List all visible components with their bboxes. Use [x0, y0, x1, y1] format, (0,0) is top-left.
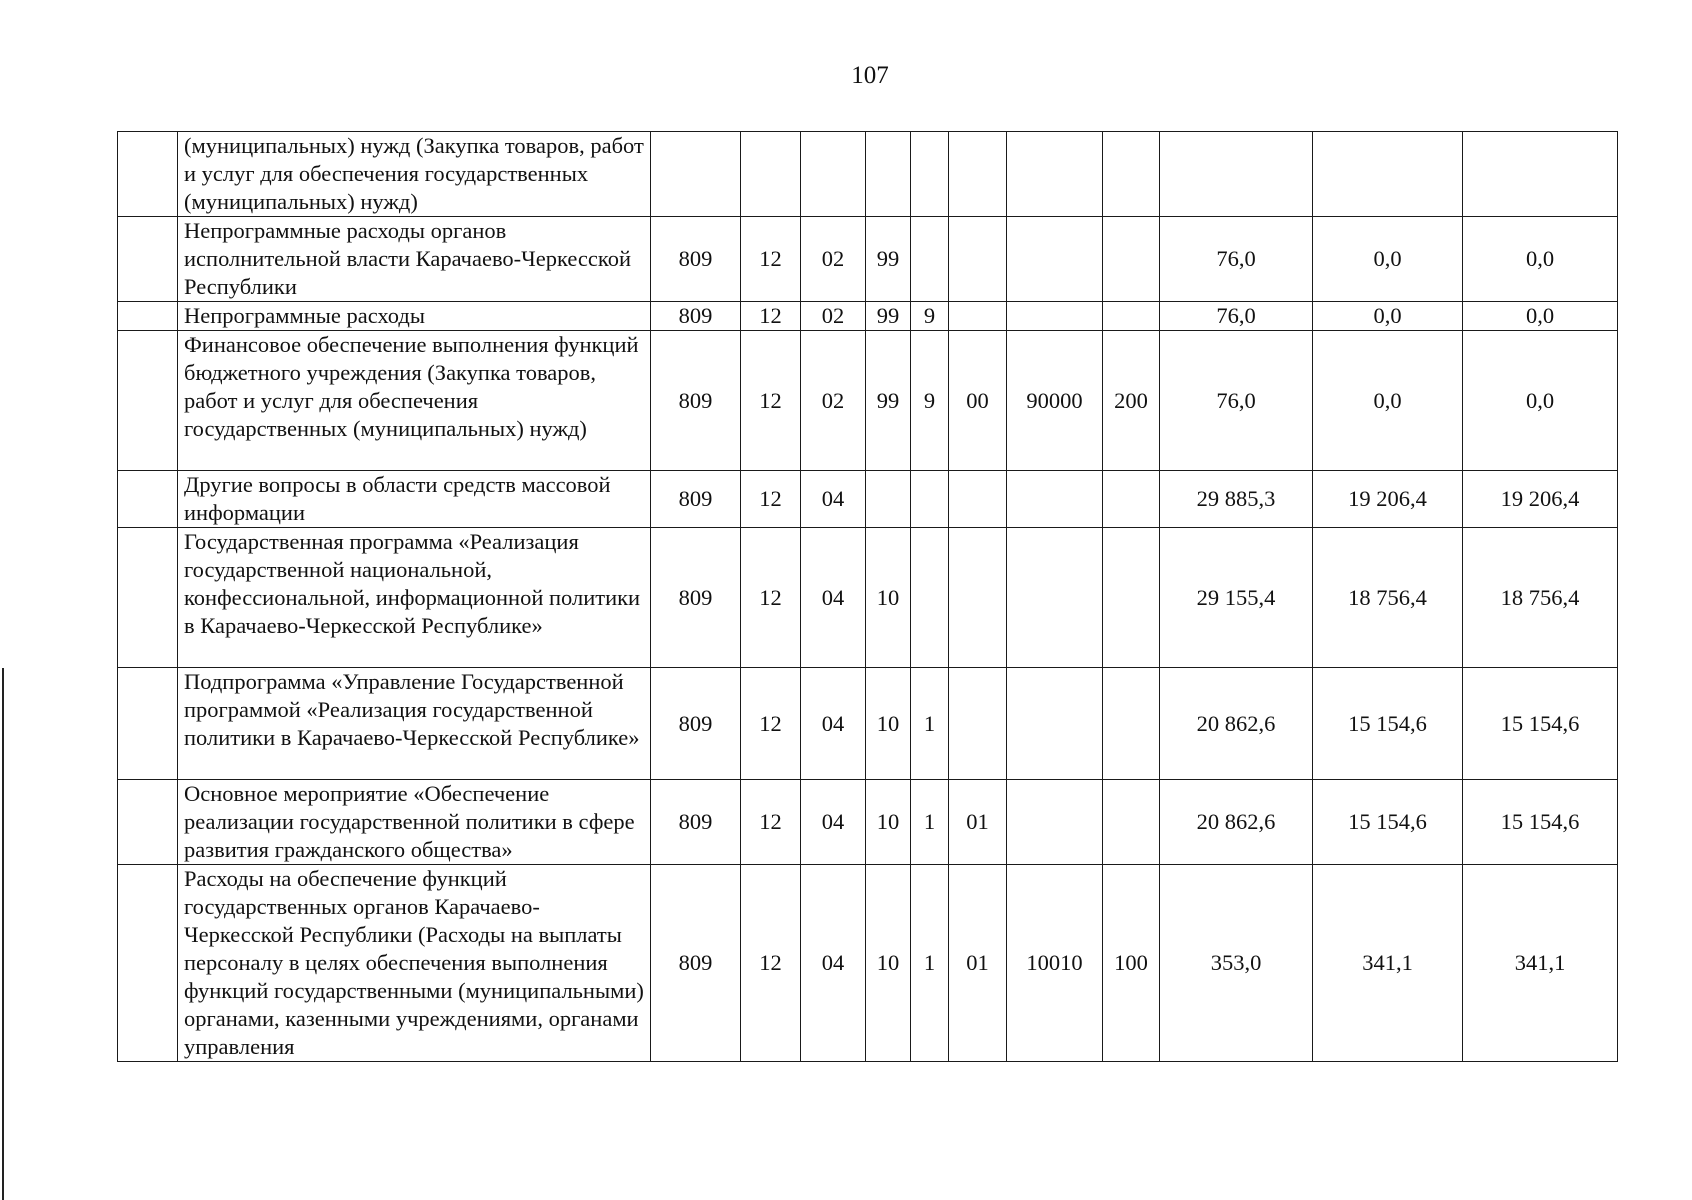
podrazdel-cell: 02: [801, 302, 866, 331]
row-number-cell: [118, 780, 178, 865]
vedomstvo-cell: 809: [651, 528, 741, 668]
program-code-cell: [866, 132, 911, 217]
razdel-cell: [741, 132, 801, 217]
row-name-cell: Расходы на обеспечение функций государственных органов Карачаево-Черкесской Республики (Расходы на выплаты персоналу в целях обеспечения выполнения функций государственными (муниципальными) органами, казенными учреждениями, органами управления: [178, 865, 651, 1062]
vedomstvo-cell: 809: [651, 302, 741, 331]
row-number-cell: [118, 865, 178, 1062]
razdel-cell: 12: [741, 302, 801, 331]
podrazdel-cell: 02: [801, 331, 866, 471]
program-code-cell: 10: [866, 528, 911, 668]
razdel-cell: 12: [741, 217, 801, 302]
vedomstvo-cell: 809: [651, 780, 741, 865]
row-number-cell: [118, 302, 178, 331]
razdel-cell: 12: [741, 865, 801, 1062]
program-code-cell: 99: [866, 302, 911, 331]
year1-amount-cell: 76,0: [1160, 302, 1313, 331]
direction-code-cell: [1007, 668, 1103, 780]
vedomstvo-cell: 809: [651, 217, 741, 302]
subprogram-code-cell: 1: [911, 780, 949, 865]
razdel-cell: 12: [741, 331, 801, 471]
vedomstvo-cell: 809: [651, 331, 741, 471]
subprogram-code-cell: [911, 132, 949, 217]
expense-type-cell: 100: [1103, 865, 1160, 1062]
podrazdel-cell: 04: [801, 668, 866, 780]
table-row: [118, 528, 1618, 668]
year1-amount-cell: 20 862,6: [1160, 780, 1313, 865]
year2-amount-cell: 0,0: [1313, 302, 1463, 331]
event-code-cell: [949, 217, 1007, 302]
direction-code-cell: 10010: [1007, 865, 1103, 1062]
direction-code-cell: [1007, 471, 1103, 528]
table-row: [118, 668, 1618, 780]
program-code-cell: 99: [866, 331, 911, 471]
event-code-cell: [949, 668, 1007, 780]
page-number: 107: [851, 62, 889, 89]
year3-amount-cell: 341,1: [1463, 865, 1618, 1062]
expense-type-cell: [1103, 471, 1160, 528]
table-row: [118, 780, 1618, 865]
razdel-cell: 12: [741, 471, 801, 528]
subprogram-code-cell: [911, 471, 949, 528]
vedomstvo-cell: 809: [651, 668, 741, 780]
program-code-cell: [866, 471, 911, 528]
expense-type-cell: [1103, 528, 1160, 668]
row-number-cell: [118, 132, 178, 217]
row-name-cell: Подпрограмма «Управление Государственной программой «Реализация государственной политики в Карачаево-Черкесской Республике»: [178, 668, 651, 780]
year3-amount-cell: 0,0: [1463, 217, 1618, 302]
year3-amount-cell: 18 756,4: [1463, 528, 1618, 668]
year3-amount-cell: 15 154,6: [1463, 668, 1618, 780]
table-row: [118, 471, 1618, 528]
razdel-cell: 12: [741, 668, 801, 780]
direction-code-cell: 90000: [1007, 331, 1103, 471]
event-code-cell: [949, 302, 1007, 331]
year1-amount-cell: 29 885,3: [1160, 471, 1313, 528]
subprogram-code-cell: 9: [911, 302, 949, 331]
year1-amount-cell: 29 155,4: [1160, 528, 1313, 668]
event-code-cell: [949, 132, 1007, 217]
year1-amount-cell: [1160, 132, 1313, 217]
row-name-cell: Непрограммные расходы: [178, 302, 651, 331]
subprogram-code-cell: 1: [911, 865, 949, 1062]
expense-type-cell: [1103, 132, 1160, 217]
row-name-cell: Основное мероприятие «Обеспечение реализации государственной политики в сфере развития гражданского общества»: [178, 780, 651, 865]
year2-amount-cell: 19 206,4: [1313, 471, 1463, 528]
row-number-cell: [118, 668, 178, 780]
expense-type-cell: 200: [1103, 331, 1160, 471]
direction-code-cell: [1007, 302, 1103, 331]
row-name-cell: Финансовое обеспечение выполнения функций бюджетного учреждения (Закупка товаров, работ и услуг для обеспечения государственных (муниципальных) нужд): [178, 331, 651, 471]
event-code-cell: [949, 471, 1007, 528]
podrazdel-cell: 04: [801, 780, 866, 865]
table-row: [118, 217, 1618, 302]
expense-type-cell: [1103, 668, 1160, 780]
table-row: [118, 331, 1618, 471]
subprogram-code-cell: 9: [911, 331, 949, 471]
program-code-cell: 10: [866, 865, 911, 1062]
year2-amount-cell: [1313, 132, 1463, 217]
year3-amount-cell: 19 206,4: [1463, 471, 1618, 528]
program-code-cell: 10: [866, 668, 911, 780]
year1-amount-cell: 76,0: [1160, 217, 1313, 302]
podrazdel-cell: 02: [801, 217, 866, 302]
row-name-cell: Государственная программа «Реализация государственной национальной, конфессиональной, информационной политики в Карачаево-Черкесской Республике»: [178, 528, 651, 668]
scan-margin-line: [2, 668, 4, 1200]
event-code-cell: 01: [949, 865, 1007, 1062]
year2-amount-cell: 15 154,6: [1313, 780, 1463, 865]
expense-type-cell: [1103, 780, 1160, 865]
table-row: [118, 865, 1618, 1062]
podrazdel-cell: 04: [801, 865, 866, 1062]
program-code-cell: 10: [866, 780, 911, 865]
expense-type-cell: [1103, 302, 1160, 331]
subprogram-code-cell: [911, 528, 949, 668]
year2-amount-cell: 18 756,4: [1313, 528, 1463, 668]
year2-amount-cell: 0,0: [1313, 331, 1463, 471]
direction-code-cell: [1007, 217, 1103, 302]
subprogram-code-cell: 1: [911, 668, 949, 780]
row-name-cell: (муниципальных) нужд (Закупка товаров, работ и услуг для обеспечения государственных (муниципальных) нужд): [178, 132, 651, 217]
razdel-cell: 12: [741, 528, 801, 668]
expense-type-cell: [1103, 217, 1160, 302]
event-code-cell: [949, 528, 1007, 668]
year1-amount-cell: 353,0: [1160, 865, 1313, 1062]
row-number-cell: [118, 528, 178, 668]
vedomstvo-cell: 809: [651, 865, 741, 1062]
vedomstvo-cell: 809: [651, 471, 741, 528]
year3-amount-cell: 15 154,6: [1463, 780, 1618, 865]
podrazdel-cell: 04: [801, 528, 866, 668]
year3-amount-cell: 0,0: [1463, 302, 1618, 331]
budget-table: [117, 131, 1618, 1062]
year2-amount-cell: 0,0: [1313, 217, 1463, 302]
year3-amount-cell: 0,0: [1463, 331, 1618, 471]
event-code-cell: 00: [949, 331, 1007, 471]
direction-code-cell: [1007, 528, 1103, 668]
year2-amount-cell: 341,1: [1313, 865, 1463, 1062]
razdel-cell: 12: [741, 780, 801, 865]
direction-code-cell: [1007, 132, 1103, 217]
podrazdel-cell: [801, 132, 866, 217]
program-code-cell: 99: [866, 217, 911, 302]
year1-amount-cell: 76,0: [1160, 331, 1313, 471]
row-name-cell: Непрограммные расходы органов исполнительной власти Карачаево-Черкесской Республики: [178, 217, 651, 302]
year3-amount-cell: [1463, 132, 1618, 217]
row-number-cell: [118, 217, 178, 302]
year2-amount-cell: 15 154,6: [1313, 668, 1463, 780]
table-row: [118, 132, 1618, 217]
vedomstvo-cell: [651, 132, 741, 217]
direction-code-cell: [1007, 780, 1103, 865]
event-code-cell: 01: [949, 780, 1007, 865]
podrazdel-cell: 04: [801, 471, 866, 528]
row-name-cell: Другие вопросы в области средств массовой информации: [178, 471, 651, 528]
table-row: [118, 302, 1618, 331]
row-number-cell: [118, 331, 178, 471]
year1-amount-cell: 20 862,6: [1160, 668, 1313, 780]
subprogram-code-cell: [911, 217, 949, 302]
row-number-cell: [118, 471, 178, 528]
